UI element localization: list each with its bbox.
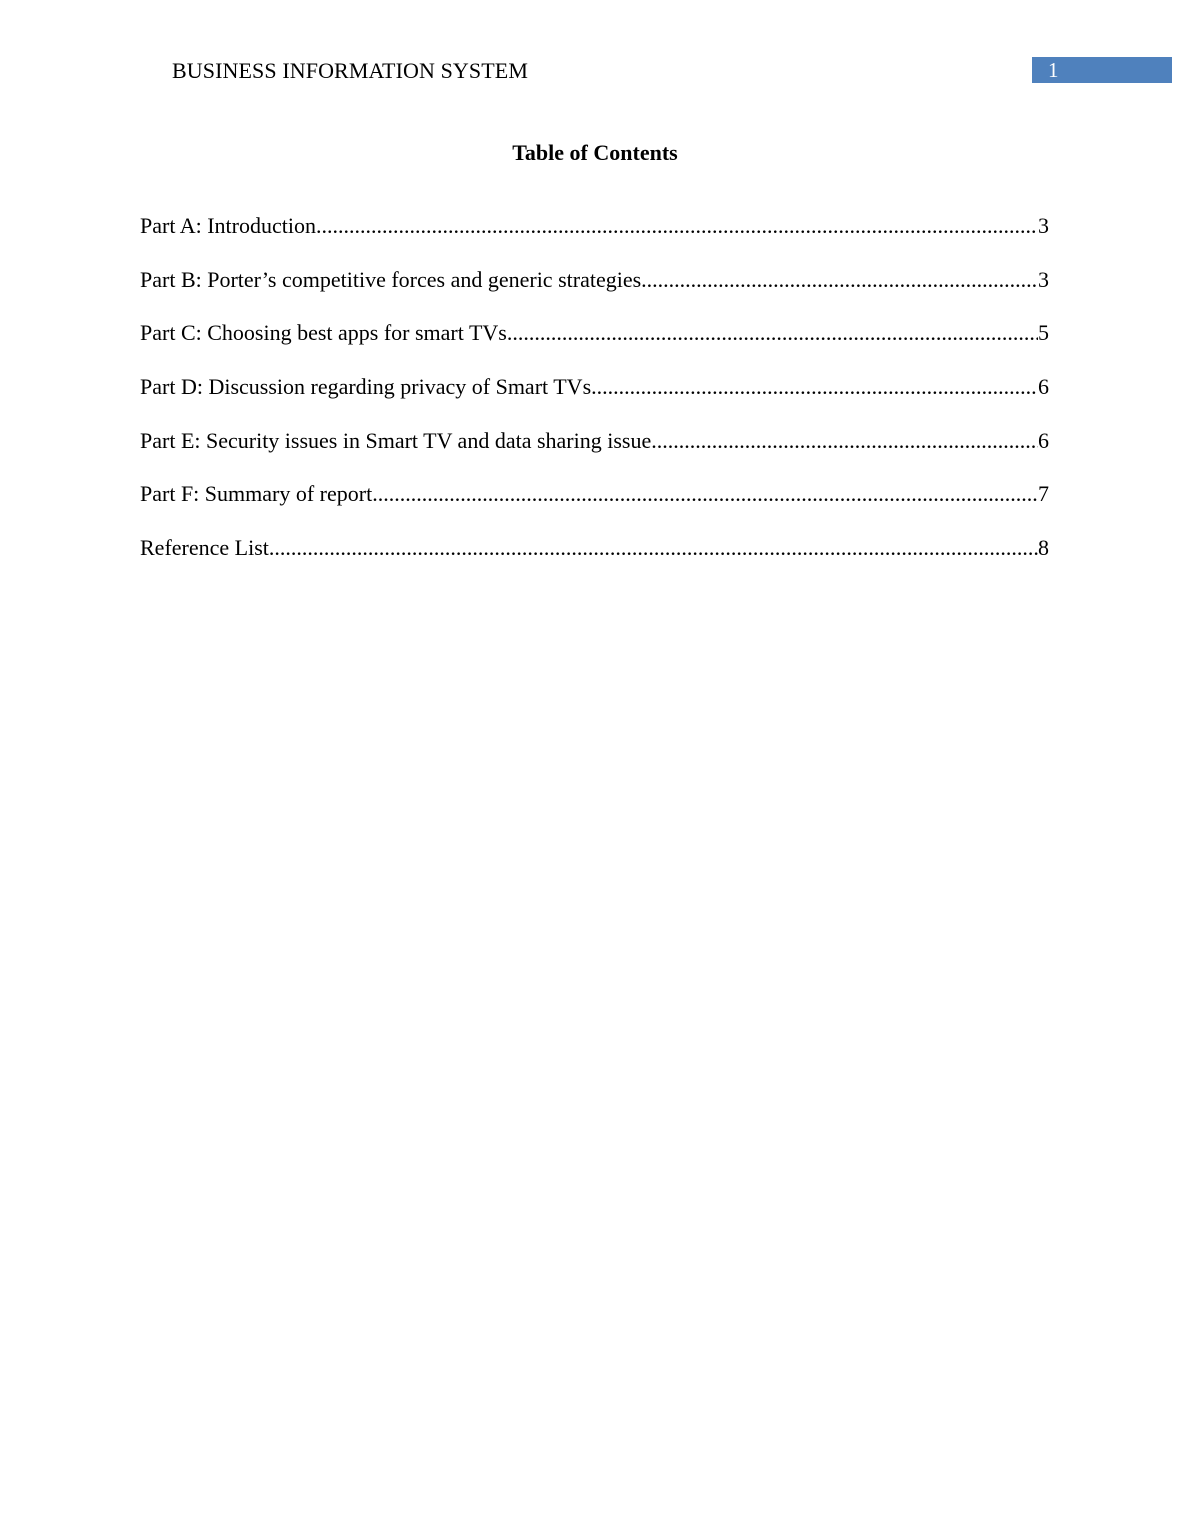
toc-list <box>140 212 1049 588</box>
page-number: 1 <box>1048 58 1059 82</box>
toc-entry-page: 6 <box>1038 374 1049 400</box>
page-number-badge <box>1032 57 1172 83</box>
toc-dot-leader <box>651 427 1038 455</box>
toc-dot-leader <box>507 319 1038 347</box>
toc-entry[interactable] <box>140 427 1049 481</box>
toc-entry-label: Part E: Security issues in Smart TV and data sharing issue <box>140 427 652 453</box>
toc-entry[interactable] <box>140 319 1049 373</box>
toc-entry-page: 7 <box>1038 481 1049 507</box>
toc-entry-page: 3 <box>1038 266 1049 292</box>
toc-entry-page: 6 <box>1038 427 1049 453</box>
toc-entry-label: Part C: Choosing best apps for smart TVs <box>140 320 507 346</box>
toc-dot-leader <box>641 266 1038 294</box>
toc-entry-label: Part D: Discussion regarding privacy of Smart TVs <box>140 374 592 400</box>
toc-entry[interactable] <box>140 266 1049 320</box>
toc-entry-label: Part A: Introduction <box>140 213 316 238</box>
toc-dot-leader <box>372 480 1038 508</box>
toc-entry-label: Part B: Porter’s competitive forces and generic strategies <box>140 266 642 292</box>
toc-dot-leader <box>591 373 1038 401</box>
toc-entry-page: 3 <box>1038 213 1049 238</box>
toc-entry-page: 5 <box>1038 320 1049 346</box>
toc-entry[interactable] <box>140 212 1049 266</box>
toc-entry-label: Part F: Summary of report <box>140 481 373 507</box>
toc-entry-label: Reference List <box>140 535 269 561</box>
toc-entry-page: 8 <box>1038 535 1049 561</box>
running-header-title: BUSINESS INFORMATION SYSTEM <box>172 58 528 83</box>
toc-entry[interactable] <box>140 480 1049 534</box>
toc-dot-leader <box>316 212 1038 240</box>
toc-entry[interactable] <box>140 373 1049 427</box>
toc-entry[interactable] <box>140 534 1049 588</box>
toc-heading: Table of Contents <box>512 140 678 165</box>
toc-dot-leader <box>269 534 1038 562</box>
